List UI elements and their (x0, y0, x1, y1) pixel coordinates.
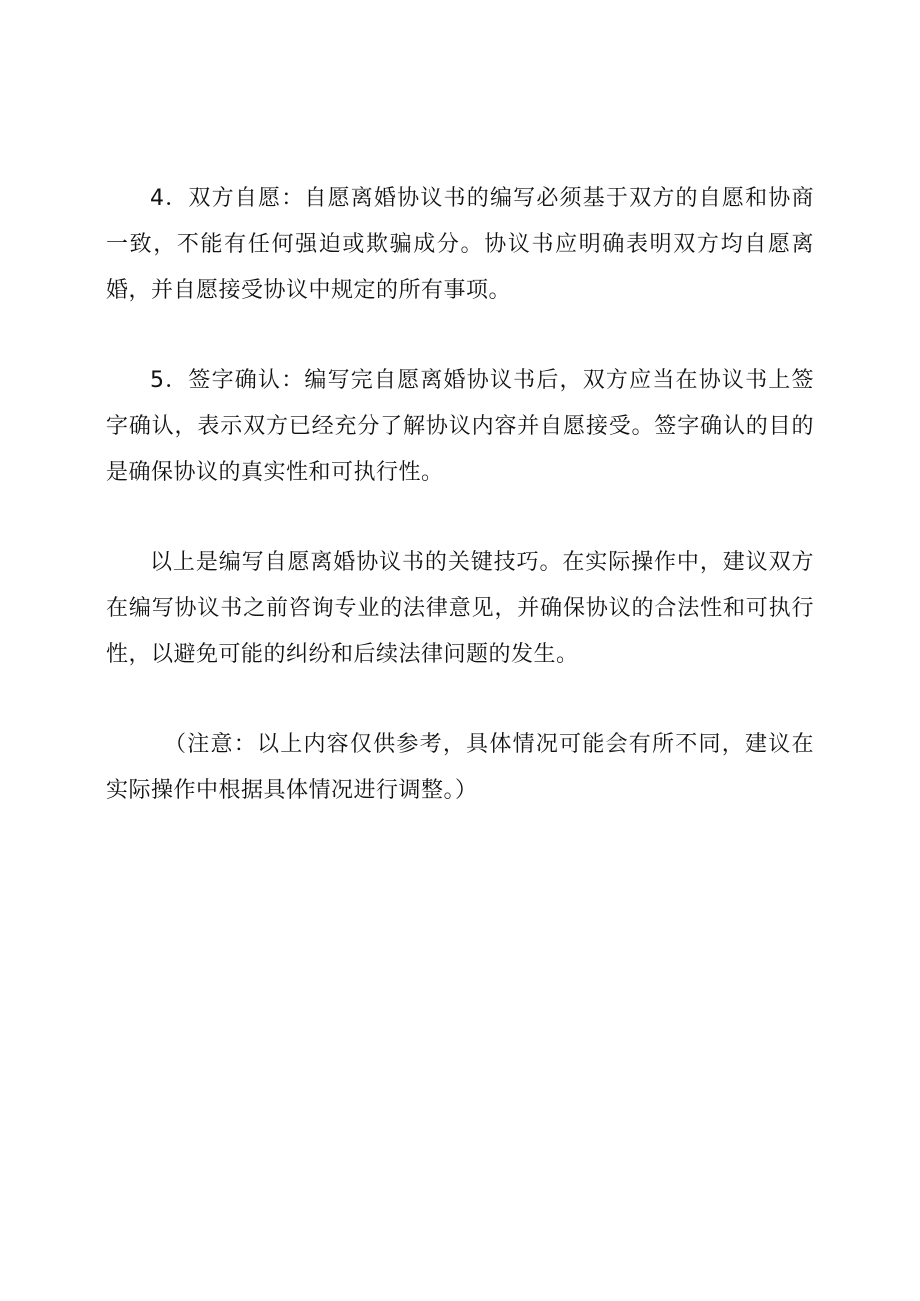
document-body (106, 176, 814, 814)
paragraph-text: （注意：以上内容仅供参考，具体情况可能会有所不同，建议在实际操作中根据具体情况进行调整。） (106, 732, 814, 803)
paragraph-text: 以上是编写自愿离婚协议书的关键技巧。在实际操作中，建议双方在编写协议书之前咨询专业的法律意见，并确保协议的合法性和可执行性，以避免可能的纠纷和后续法律问题的发生。 (106, 550, 814, 667)
item-separator: ． (164, 186, 189, 211)
note-paragraph (106, 722, 814, 814)
item-number: 4 (150, 186, 165, 211)
summary-paragraph (106, 540, 814, 678)
paragraph-text: 签字确认：编写完自愿离婚协议书后，双方应当在协议书上签字确认，表示双方已经充分了解协议内容并自愿接受。签字确认的目的是确保协议的真实性和可执行性。 (106, 368, 814, 485)
paragraph-item-5 (106, 358, 814, 496)
item-separator: ． (164, 368, 189, 393)
paragraph-text: 双方自愿：自愿离婚协议书的编写必须基于双方的自愿和协商一致，不能有任何强迫或欺骗成分。协议书应明确表明双方均自愿离婚，并自愿接受协议中规定的所有事项。 (106, 186, 814, 303)
paragraph-item-4 (106, 176, 814, 314)
item-number: 5 (150, 368, 165, 393)
